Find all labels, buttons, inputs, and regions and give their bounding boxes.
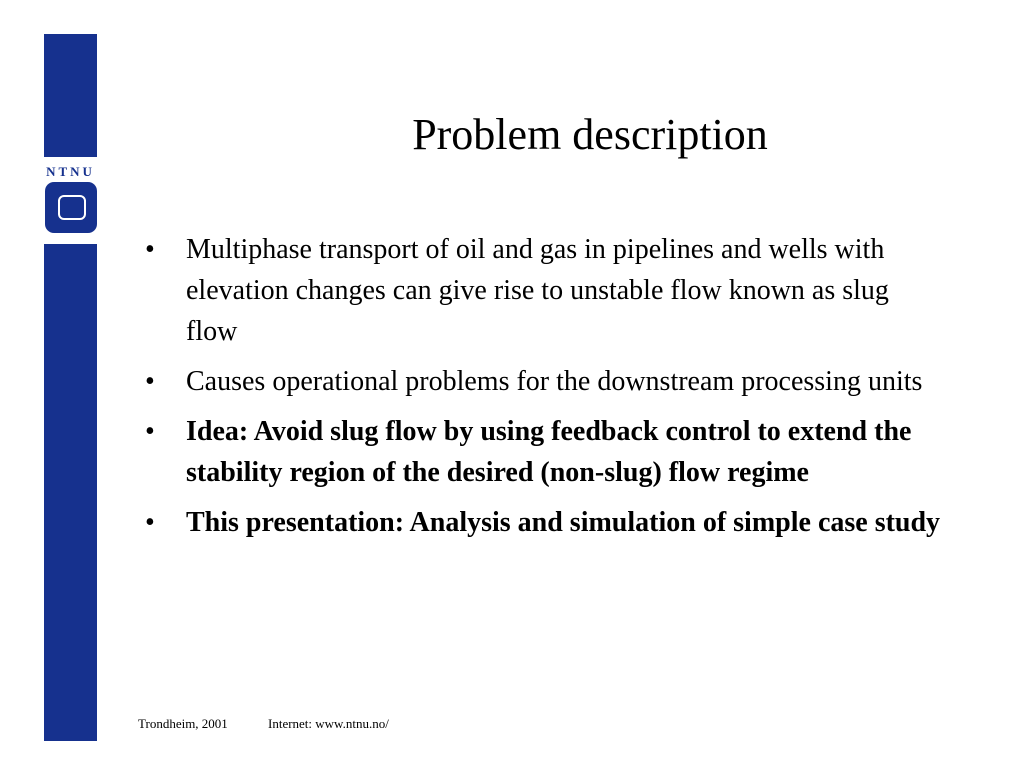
brand-stripe-bottom (44, 244, 97, 741)
footer-internet: Internet: www.ntnu.no/ (268, 716, 389, 731)
slide-title: Problem description (412, 110, 768, 159)
bullet-symbol: • (145, 507, 155, 538)
bullet-text: Idea: Avoid slug flow by using feedback control to extend the stability region of the desired (non-slug) flow regime (186, 416, 912, 488)
logo-text: NTNU (46, 164, 95, 179)
ntnu-logo-icon (45, 182, 97, 233)
bullet-text: Causes operational problems for the downstream processing units (186, 366, 923, 397)
bullet-list (145, 229, 945, 552)
bullet-symbol: • (145, 416, 155, 447)
bullet-symbol: • (145, 366, 155, 397)
brand-stripe-top (44, 34, 97, 157)
logo-mark-inner (58, 195, 86, 220)
bullet-item (145, 502, 945, 543)
bullet-text: Multiphase transport of oil and gas in pipelines and wells with elevation changes can give rise to unstable flow known as slug flow (186, 234, 889, 347)
bullet-text: This presentation: Analysis and simulation of simple case study (186, 507, 941, 538)
bullet-symbol: • (145, 234, 155, 265)
bullet-item (145, 361, 945, 402)
bullet-item (145, 229, 945, 352)
footer-location-date: Trondheim, 2001 (138, 716, 228, 731)
bullet-item (145, 411, 945, 493)
